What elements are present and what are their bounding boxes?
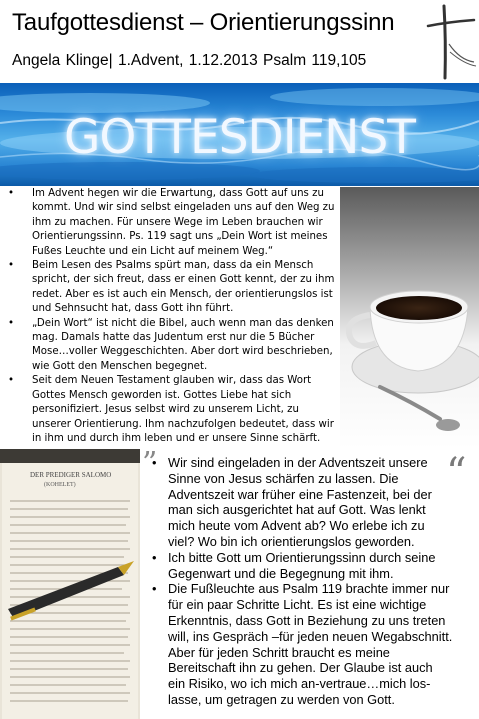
list-item: • Seit dem Neuen Testament glauben wir, dass das Wort Gottes Mensch geworden ist. Gottes Liebe hat sich personifiziert. Jesus selbst wird zu unserem Licht, zu unserer Orientierung. Ihm nachzufolgen bedeutet, dass wir in ihm und durch ihm leben und er unsere Sinne schärft.	[32, 374, 340, 446]
open-bible-image	[0, 449, 140, 719]
list-item: • „Dein Wort“ ist nicht die Bibel, auch wenn man das denken mag. Damals hatte das Judentum erst nur die 5 Bücher Mose…voller Weggeschichten. Aber dort wird beschrieben, wie Gott den Menschen begegnet.	[32, 317, 340, 375]
book-heading: DER PREDIGER SALOMO	[30, 471, 112, 479]
cross-icon	[420, 0, 479, 82]
banner-title: GOTTESDIENST	[64, 110, 415, 165]
quote-open-icon: ”	[142, 446, 158, 481]
list-item: • Beim Lesen des Psalms spürt man, dass da ein Mensch spricht, der sich freut, dass er einen Gott kennt, der zu ihm redet. Aber es ist auch ein Mensch, der orientierungslos ist und Sehnsucht hat, dass Gott ihn führt.	[32, 259, 340, 317]
banner-image	[0, 83, 479, 186]
list-item: • Wir sind eingeladen in der Adventszeit unsere Sinne von Jesus schärfen zu lassen. Die Adventszeit war früher eine Fastenzeit, bei der man sich ausgerichtet hat auf Gott. Was lenkt mich heute vom Advent ab? Wo erlebe ich zu viel? Wo bin ich orientierungslos geworden.	[168, 455, 453, 550]
book-subheading: (KOHELET)	[44, 482, 76, 488]
list-item: • Im Advent hegen wir die Erwartung, dass Gott auf uns zu kommt. Und wir sind selbst eingeladen uns auf den Weg zu ihm zu machen. Für unsere Wege im Leben brauchen wir Orientierungssinn. Ps. 119 sagt uns „Dein Wort ist meines Fußes Leuchte und ein Licht auf meinem Weg.“	[32, 187, 340, 259]
header	[0, 0, 479, 82]
list-item: • Ich bitte Gott um Orientierungssinn durch seine Gegenwart und die Begegnung mit ihm.	[168, 550, 453, 582]
reflection-bullet-list	[148, 455, 453, 708]
intro-bullet-list	[0, 187, 340, 447]
quote-close-icon: “	[446, 450, 467, 496]
page-subtitle: Angela Klinge| 1.Advent, 1.12.2013 Psalm 119,105	[12, 52, 367, 69]
coffee-cup-image	[340, 187, 479, 449]
list-item: • Die Fußleuchte aus Psalm 119 brachte immer nur für ein paar Schritte Licht. Es ist eine wichtige Erkenntnis, dass Gott in Beziehung zu uns treten will, ins Gespräch –für jeden neuen Wegabschnitt. Aber für jeden Schritt braucht es meine Bereitschaft ihn zu gehen. Der Glaube ist auch ein Risiko, wo ich mich an-vertraue…mich los-lasse, um getragen zu werden von Gott.	[168, 581, 453, 707]
page-title: Taufgottesdienst – Orientierungssinn	[12, 9, 395, 36]
